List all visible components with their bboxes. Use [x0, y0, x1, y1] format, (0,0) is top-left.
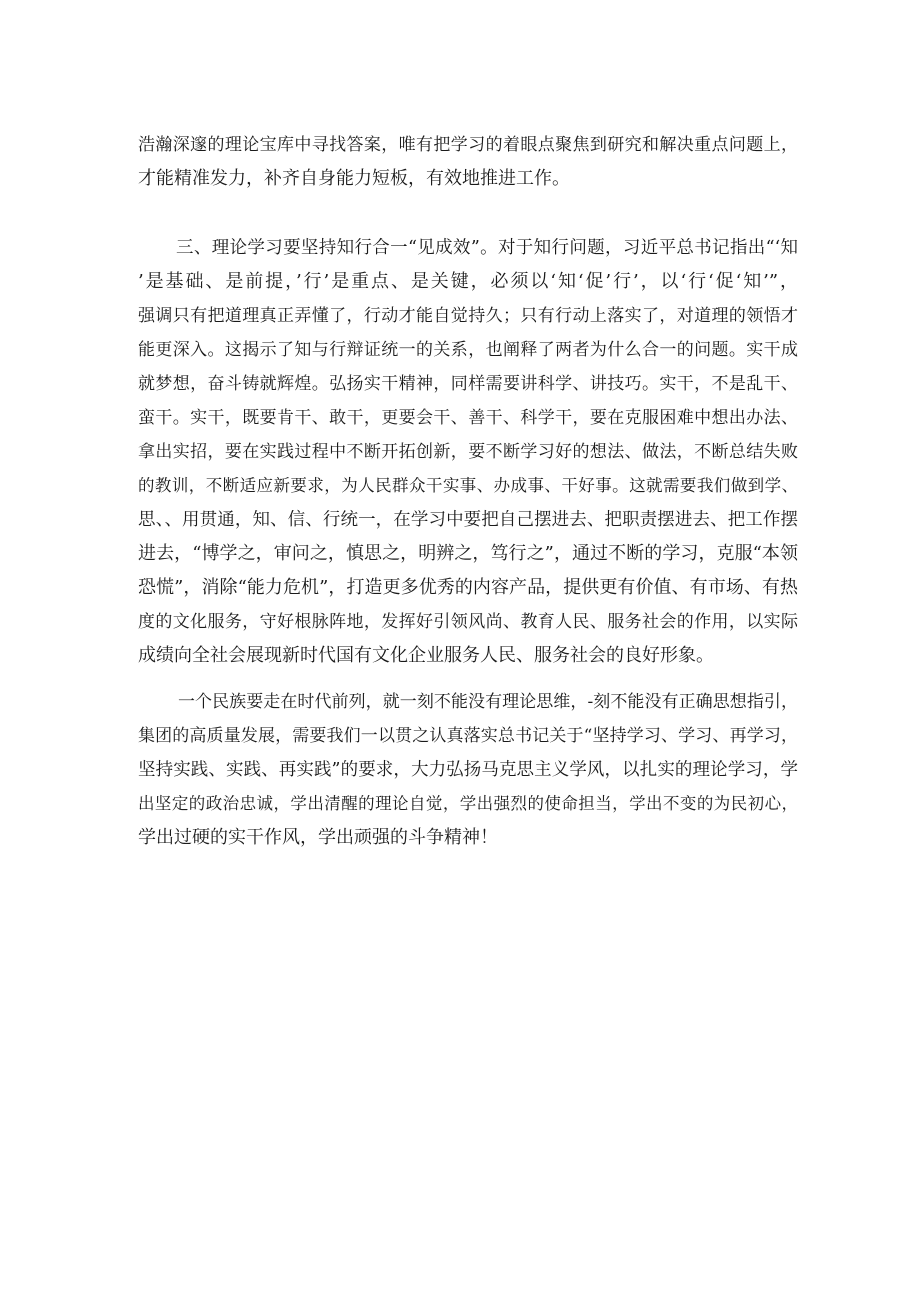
- paragraph-2-line-3: 强调只有把道理真正弄懂了，行动才能自觉持久；只有行动上落实了，对道理的领悟才: [138, 306, 798, 326]
- paragraph-2-line-1: 三、理论学习要坚持知行合一“见成效”。对于知行问题，习近平总书记指出“‘知: [176, 238, 798, 258]
- paragraph-3-line-3: 坚持实践、实践、再实践”的要求，大力弘扬马克思主义学风，以扎实的理论学习，学: [138, 760, 798, 780]
- paragraph-2-line-4: 能更深入。这揭示了知与行辩证统一的关系，也阐释了两者为什么合一的问题。实干成: [138, 340, 798, 360]
- paragraph-2-line-2: ’是基础、是前提，’行’是重点、是关键，必须以‘知‘促’行’，以‘行‘促‘知’”，: [138, 271, 798, 292]
- paragraph-2-line-13: 成绩向全社会展现新时代国有文化企业服务人民、服务社会的良好形象。: [138, 645, 714, 666]
- paragraph-1-line-2: 才能精准发力，补齐自身能力短板，有效地推进工作。: [138, 168, 570, 189]
- paragraph-2-line-8: 的教训，不断适应新要求，为人民群众干实事、办成事、干好事。这就需要我们做到学、: [138, 476, 798, 495]
- paragraph-2-line-12: 度的文化服务，守好根脉阵地，发挥好引领风尚、教育人民、服务社会的作用，以实际: [138, 612, 798, 632]
- paragraph-3-line-2: 集团的高质量发展，需要我们一以贯之认真落实总书记关于“坚持学习、学习、再学习，: [138, 726, 798, 746]
- paragraph-2-line-9: 思、、用贯通，知、信、行统一，在学习中要把自己摆进去、把职责摆进去、把工作摆: [138, 510, 798, 530]
- paragraph-3-line-5: 学出过硬的实干作风，学出顽强的斗争精神！: [138, 827, 498, 848]
- paragraph-2-line-5: 就梦想，奋斗铸就辉煌。弘扬实干精神，同样需要讲科学、讲技巧。实干，不是乱干、: [138, 374, 798, 394]
- paragraph-2-line-7: 拿出实招，要在实践过程中不断开拓创新，要不断学习好的想法、做法，不断总结失败: [138, 442, 798, 462]
- paragraph-1-line-1: 浩瀚深邃的理论宝库中寻找答案，唯有把学习的着眼点聚焦到研究和解决重点问题上，: [138, 135, 798, 155]
- paragraph-2-line-11: 恐慌”，消除“能力危机”，打造更多优秀的内容产品，提供更有价值、有市场、有热: [138, 577, 798, 598]
- paragraph-3-line-4: 出坚定的政治忠诚，学出清醒的理论自觉，学出强烈的使命担当，学出不变的为民初心，: [138, 794, 798, 813]
- paragraph-2-line-10: 进去，“博学之，审问之，慎思之，明辨之，笃行之”，通过不断的学习，克服“本领: [138, 543, 798, 564]
- paragraph-3-line-1: 一个民族要走在时代前列，就一刻不能没有理论思维，-刻不能没有正确思想指引，: [178, 692, 798, 712]
- paragraph-2-line-6: 蛮干。实干，既要肯干、敢干，更要会干、善干、科学干，要在克服困难中想出办法、: [138, 408, 798, 428]
